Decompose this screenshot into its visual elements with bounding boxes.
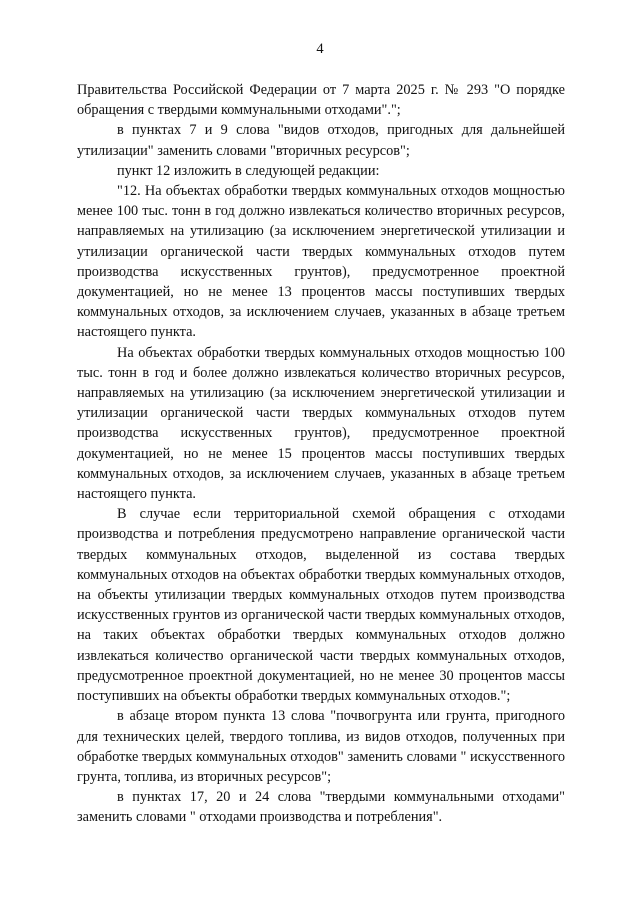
paragraph-amendment-items-7-9: в пунктах 7 и 9 слова "видов отходов, пригодных для дальнейшей утилизации" заменить словами "вторичных ресурсов"; [77, 122, 565, 159]
document-body [77, 80, 565, 828]
paragraph-amendment-item-13: в абзаце втором пункта 13 слова "почвогрунта или грунта, пригодного для технических целей, твердого топлива, из видов отходов, полученных при обработке твердых коммунальных отходов" заменить словами " искусственного грунта, топлива, из вторичных ресурсов"; [77, 708, 565, 785]
paragraph-item-12-first: "12. На объектах обработки твердых коммунальных отходов мощностью менее 100 тыс. тонн в год должно извлекаться количество вторичных ресурсов, направляемых на утилизацию (за исключением энергетической утилизации и утилизации органической части твердых коммунальных отходов путем производства искусственных грунтов), предусмотренное проектной документацией, но не менее 13 процентов массы поступивших твердых коммунальных отходов, за исключением случаев, указанных в абзаце третьем настоящего пункта. [77, 183, 565, 341]
page-number: 4 [316, 41, 324, 57]
paragraph-item-12-second: На объектах обработки твердых коммунальных отходов мощностью 100 тыс. тонн в год и более должно извлекаться количество вторичных ресурсов, направляемых на утилизацию (за исключением энергетической утилизации и утилизации органической части твердых коммунальных отходов путем производства искусственных грунтов), предусмотренное проектной документацией, но не менее 15 процентов массы поступивших твердых коммунальных отходов, за исключением случаев, указанных в абзаце третьем настоящего пункта. [77, 344, 565, 503]
paragraph-continuation: Правительства Российской Федерации от 7 марта 2025 г. № 293 "О порядке обращения с твердыми коммунальными отходами"."; [77, 82, 565, 119]
paragraph-item-12-third: В случае если территориальной схемой обращения с отходами производства и потребления предусмотрено направление органической части твердых коммунальных отходов, выделенной из состава твердых коммунальных отходов на объектах обработки твердых коммунальных отходов, на объекты утилизации твердых коммунальных отходов путем производства искусственных грунтов из органической части твердых коммунальных отходов, на таких объектах обработки твердых коммунальных отходов должно извлекаться количество органической части твердых коммунальных отходов, предусмотренное проектной документацией, но не менее 30 процентов массы поступивших на объекты обработки твердых коммунальных отходов."; [77, 506, 565, 705]
paragraph-item-12-intro: пункт 12 изложить в следующей редакции: [117, 162, 380, 179]
paragraph-amendment-items-17-20-24: в пунктах 17, 20 и 24 слова "твердыми коммунальными отходами" заменить словами " отходами производства и потребления". [77, 789, 565, 826]
